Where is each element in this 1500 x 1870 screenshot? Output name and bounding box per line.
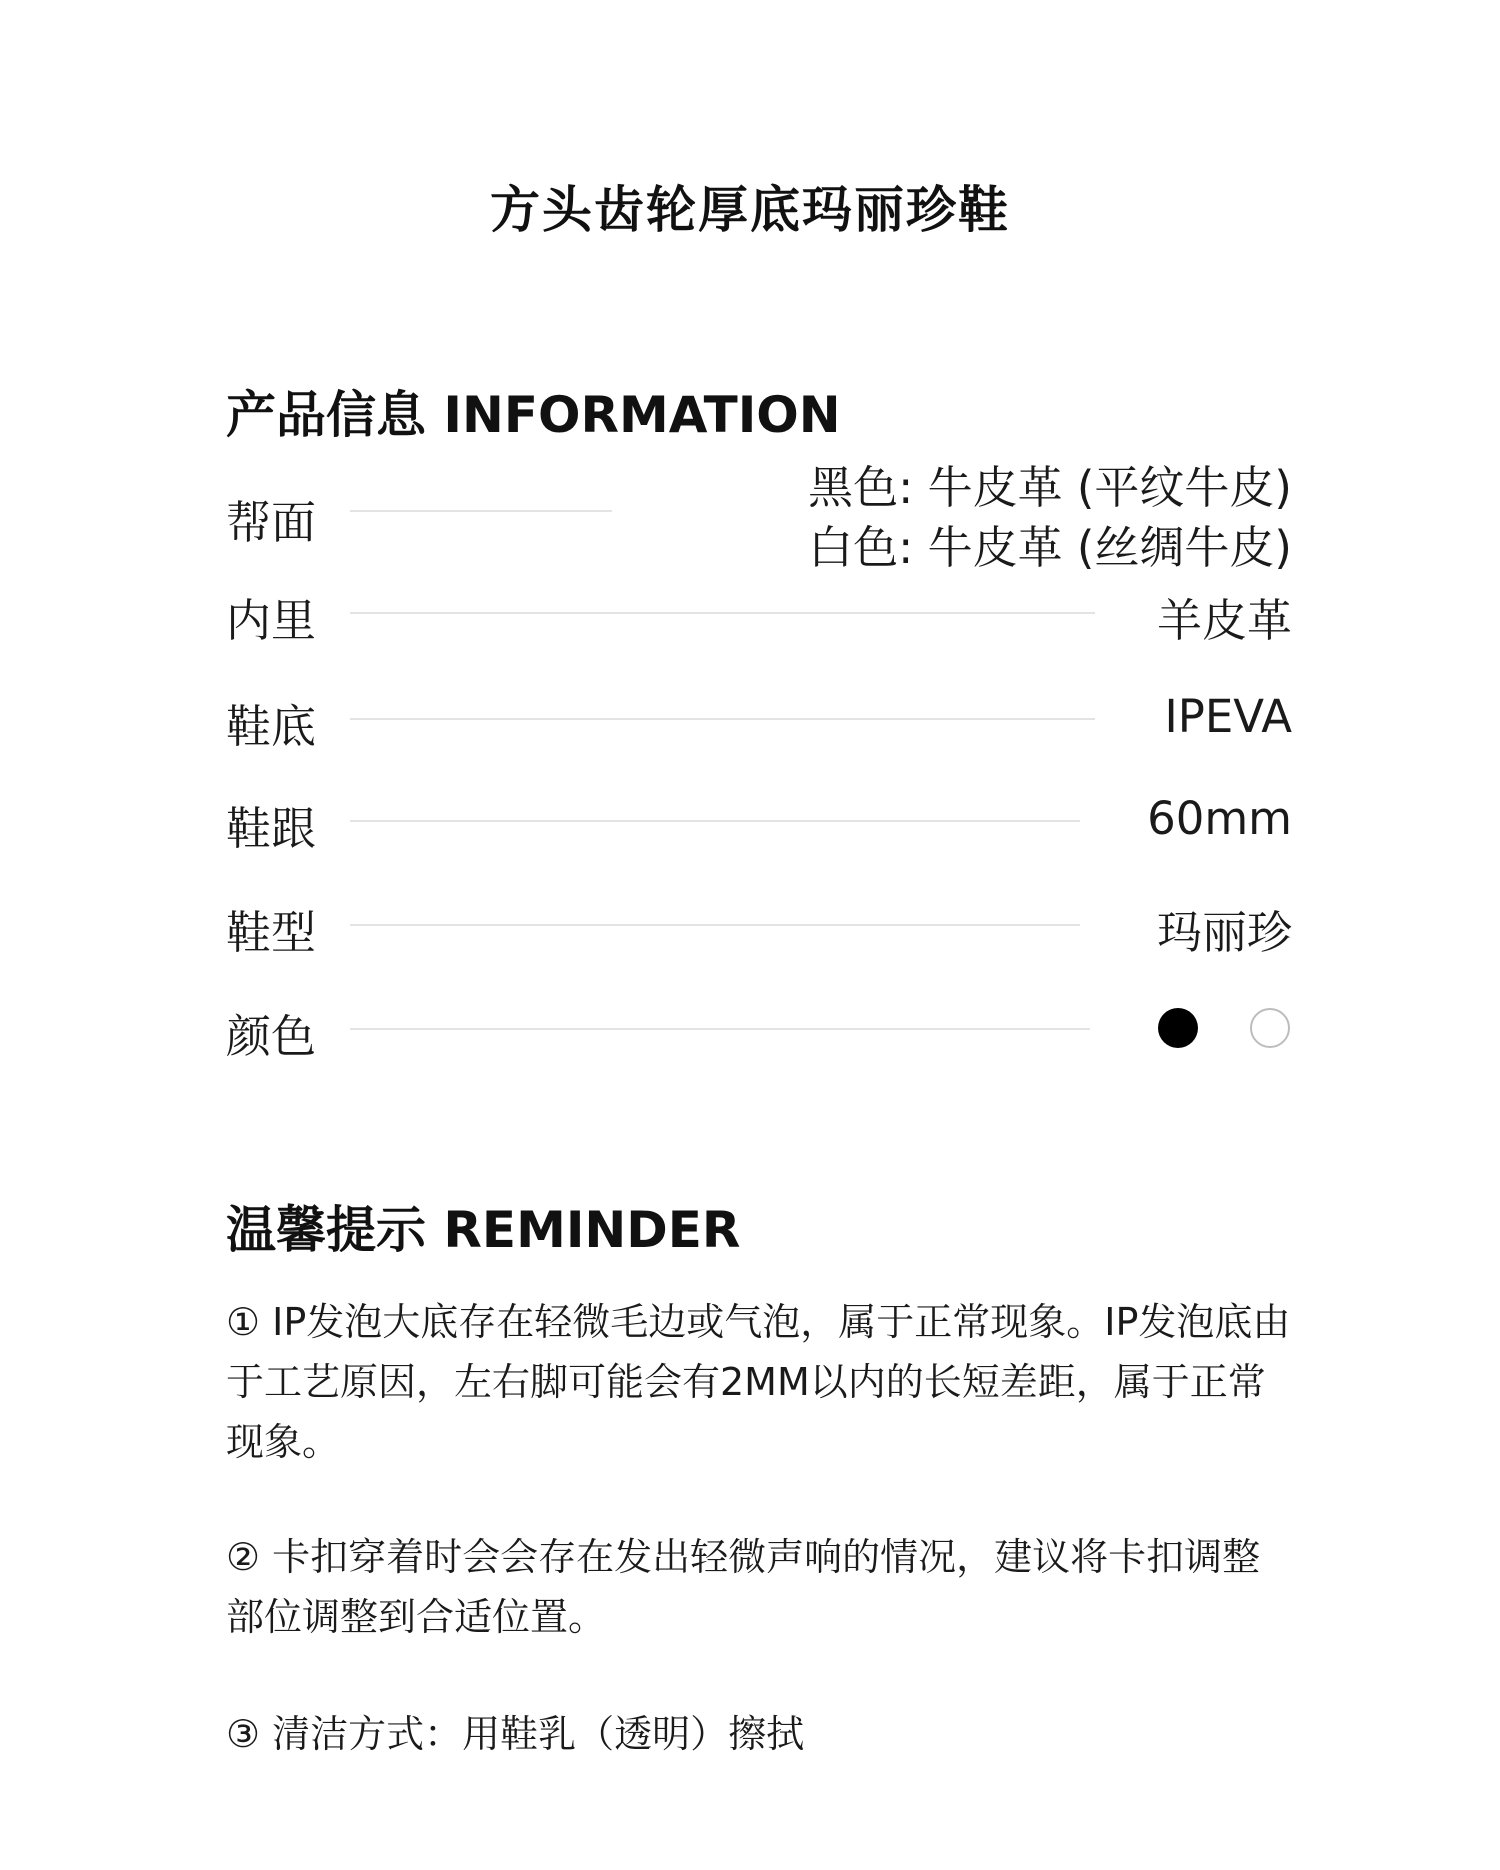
info-row-sole xyxy=(226,690,1292,753)
divider-line xyxy=(350,718,1095,720)
info-row-value: 60mm xyxy=(1147,792,1292,845)
info-row-style xyxy=(226,896,1292,959)
info-row-value: 羊皮革 xyxy=(1156,594,1292,647)
reminder-item-3: ③ 清洁方式：用鞋乳（透明）擦拭 xyxy=(226,1712,805,1756)
reminder-item-1: ① IP发泡大底存在轻微毛边或气泡，属于正常现象。IP发泡底由于工艺原因，左右脚可能会有2MM以内的长短差距，属于正常现象。 xyxy=(226,1300,1291,1464)
info-row-value: 玛丽珍 xyxy=(1156,906,1292,959)
info-row-lining xyxy=(226,584,1292,647)
information-heading: 产品信息 INFORMATION xyxy=(226,386,841,444)
reminder-item-2: ② 卡扣穿着时会会存在发出轻微声响的情况，建议将卡扣调整部位调整到合适位置。 xyxy=(226,1535,1261,1639)
color-swatch-black[interactable] xyxy=(1158,1008,1198,1048)
info-row-label: 鞋型 xyxy=(226,906,317,959)
info-row-label: 鞋跟 xyxy=(226,802,317,855)
info-row-label: 鞋底 xyxy=(226,700,317,753)
info-row-color xyxy=(226,1000,1292,1063)
info-row-label: 内里 xyxy=(226,594,317,647)
info-value-line: 白色: 牛皮革 (丝绸牛皮) xyxy=(808,521,1292,574)
divider-line xyxy=(350,924,1080,926)
info-row-upper xyxy=(226,461,1292,598)
info-row-value: IPEVA xyxy=(1164,690,1292,743)
divider-line xyxy=(350,510,612,512)
info-row-label: 帮面 xyxy=(226,496,317,549)
info-row-value xyxy=(808,458,1292,578)
info-row-label: 颜色 xyxy=(226,1010,317,1063)
divider-line xyxy=(350,820,1080,822)
divider-line xyxy=(350,612,1095,614)
product-title: 方头齿轮厚底玛丽珍鞋 xyxy=(490,181,1010,239)
divider-line xyxy=(350,1028,1090,1030)
color-swatch-white[interactable] xyxy=(1250,1008,1290,1048)
info-row-heel xyxy=(226,792,1292,855)
info-value-line: 黑色: 牛皮革 (平纹牛皮) xyxy=(808,461,1292,514)
reminder-heading: 温馨提示 REMINDER xyxy=(226,1201,741,1259)
